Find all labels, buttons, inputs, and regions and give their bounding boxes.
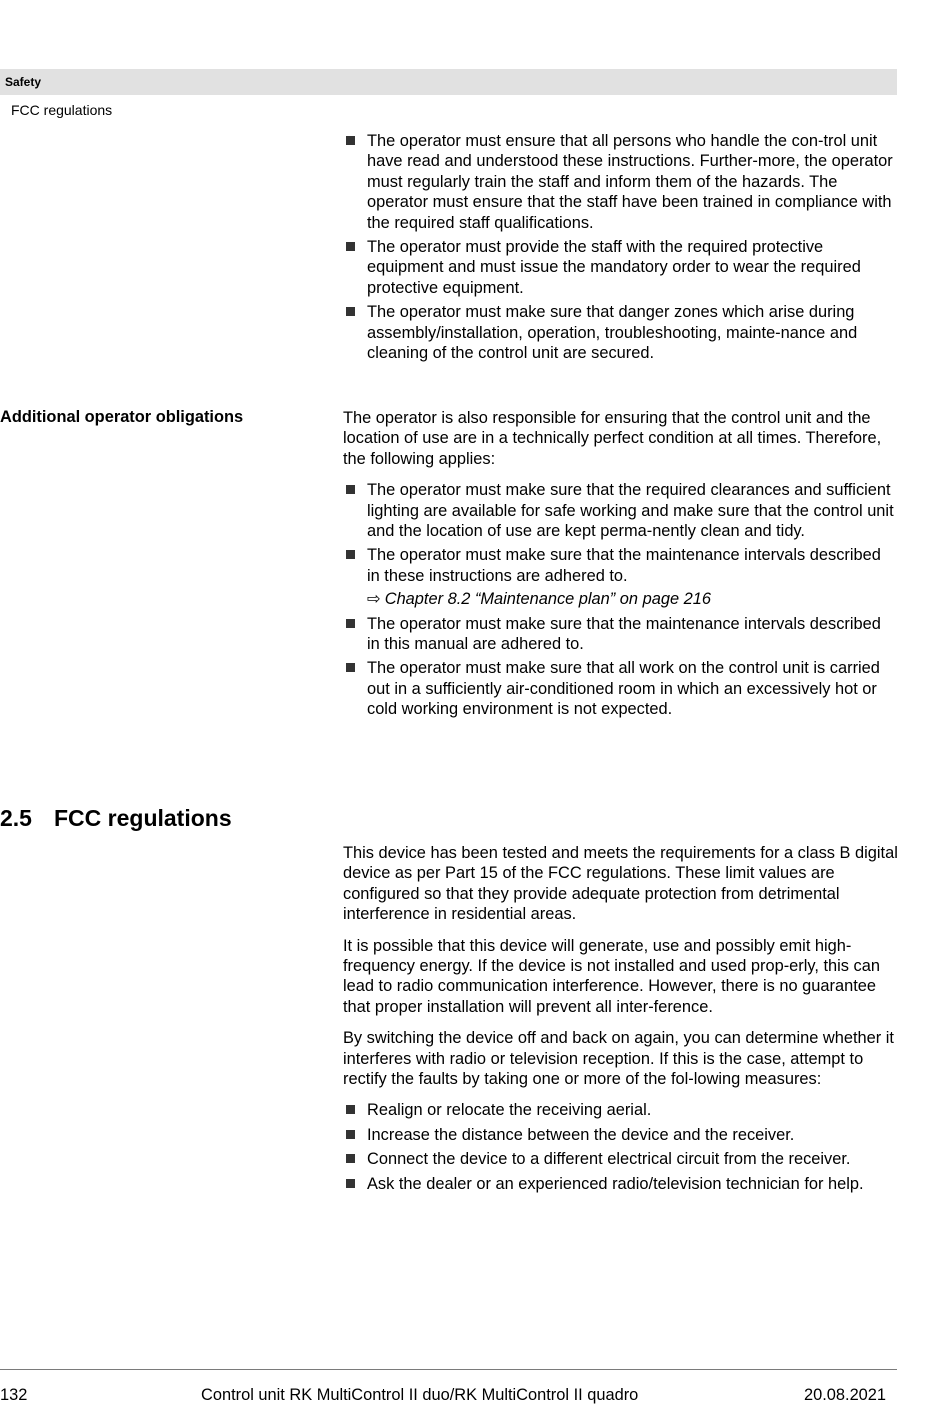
list-item xyxy=(343,545,898,609)
header-bar xyxy=(0,69,897,95)
chapter-title: Safety xyxy=(5,75,42,89)
fcc-body xyxy=(343,843,898,1198)
list-item xyxy=(343,614,898,655)
list-item: Increase the distance between the device and the receiver. xyxy=(343,1125,898,1145)
paragraph: By switching the device off and back on again, you can determine whether it interferes with radio or television reception. If this is the case, attempt to rectify the faults by taking one or more of the fol-lowing measures: xyxy=(343,1029,894,1089)
list-item: The operator must provide the staff with the required protective equipment and must issue the mandatory order to wear the required protective equipment. xyxy=(343,237,898,298)
list-item-text: The operator must make sure that the maintenance intervals described in these instructions are adhered to. xyxy=(367,546,881,585)
additional-obligations-block xyxy=(343,408,898,724)
section-heading xyxy=(0,805,232,832)
list-item: Connect the device to a different electrical circuit from the receiver. xyxy=(343,1149,898,1169)
side-heading-additional-obligations: Additional operator obligations xyxy=(0,408,244,426)
list-item: Ask the dealer or an experienced radio/television technician for help. xyxy=(343,1174,898,1194)
paragraph: It is possible that this device will generate, use and possibly emit high-frequency energy. If the device is not installed and used prop-erly, this can lead to radio communication interference. However, there is no guarantee that proper installation will prevent all inter-ference. xyxy=(343,936,880,1016)
footer-divider xyxy=(0,1369,897,1370)
list-item: Realign or relocate the receiving aerial. xyxy=(343,1100,898,1120)
page-number: 132 xyxy=(0,1386,28,1404)
operator-duties-list xyxy=(343,131,898,363)
list-item-text: The operator must make sure that all work on the control unit is carried out in a sufficiently air-conditioned room in which an excessively hot or cold working environment is not expected. xyxy=(367,659,880,719)
section-subtitle: FCC regulations xyxy=(11,102,113,118)
section-number: 2.5 xyxy=(0,805,32,831)
paragraph: This device has been tested and meets the requirements for a class B digital device as per Part 15 of the FCC regulations. These limit values are configured so that they provide adequate protection from detrimental interference in residential areas. xyxy=(343,844,898,924)
intro-paragraph: The operator is also responsible for ensuring that the control unit and the location of use are in a technically perfect condition at all times. Therefore, the following applies: xyxy=(343,409,882,468)
additional-obligations-list xyxy=(343,480,898,719)
arrow-icon: ⇨ xyxy=(367,590,381,609)
list-item xyxy=(343,480,898,541)
cross-reference-link[interactable] xyxy=(367,589,898,609)
operator-duties-block xyxy=(343,131,898,367)
cross-reference-text[interactable]: Chapter 8.2 “Maintenance plan” on page 216 xyxy=(384,590,711,609)
list-item xyxy=(343,658,898,719)
document-title: Control unit RK MultiControl II duo/RK MultiControl II quadro xyxy=(201,1386,639,1404)
list-item-text: The operator must make sure that the required clearances and sufficient lighting are available for safe working and make sure that the control unit and the location of use are kept perma-nently clean and tidy. xyxy=(367,481,894,541)
section-title: FCC regulations xyxy=(54,805,232,831)
fcc-measures-list xyxy=(343,1100,898,1194)
list-item: The operator must make sure that danger zones which arise during assembly/installation, operation, troubleshooting, mainte-nance and cleaning of the control unit are secured. xyxy=(343,302,898,363)
list-item: The operator must ensure that all persons who handle the con-trol unit have read and understood these instructions. Further-more, the operator must regularly train the staff and inform them of the hazards. The operator must ensure that the staff have been trained in compliance with the required staff qualifications. xyxy=(343,131,898,233)
document-date: 20.08.2021 xyxy=(804,1386,887,1404)
list-item-text: The operator must make sure that the maintenance intervals described in this manual are adhered to. xyxy=(367,614,881,654)
